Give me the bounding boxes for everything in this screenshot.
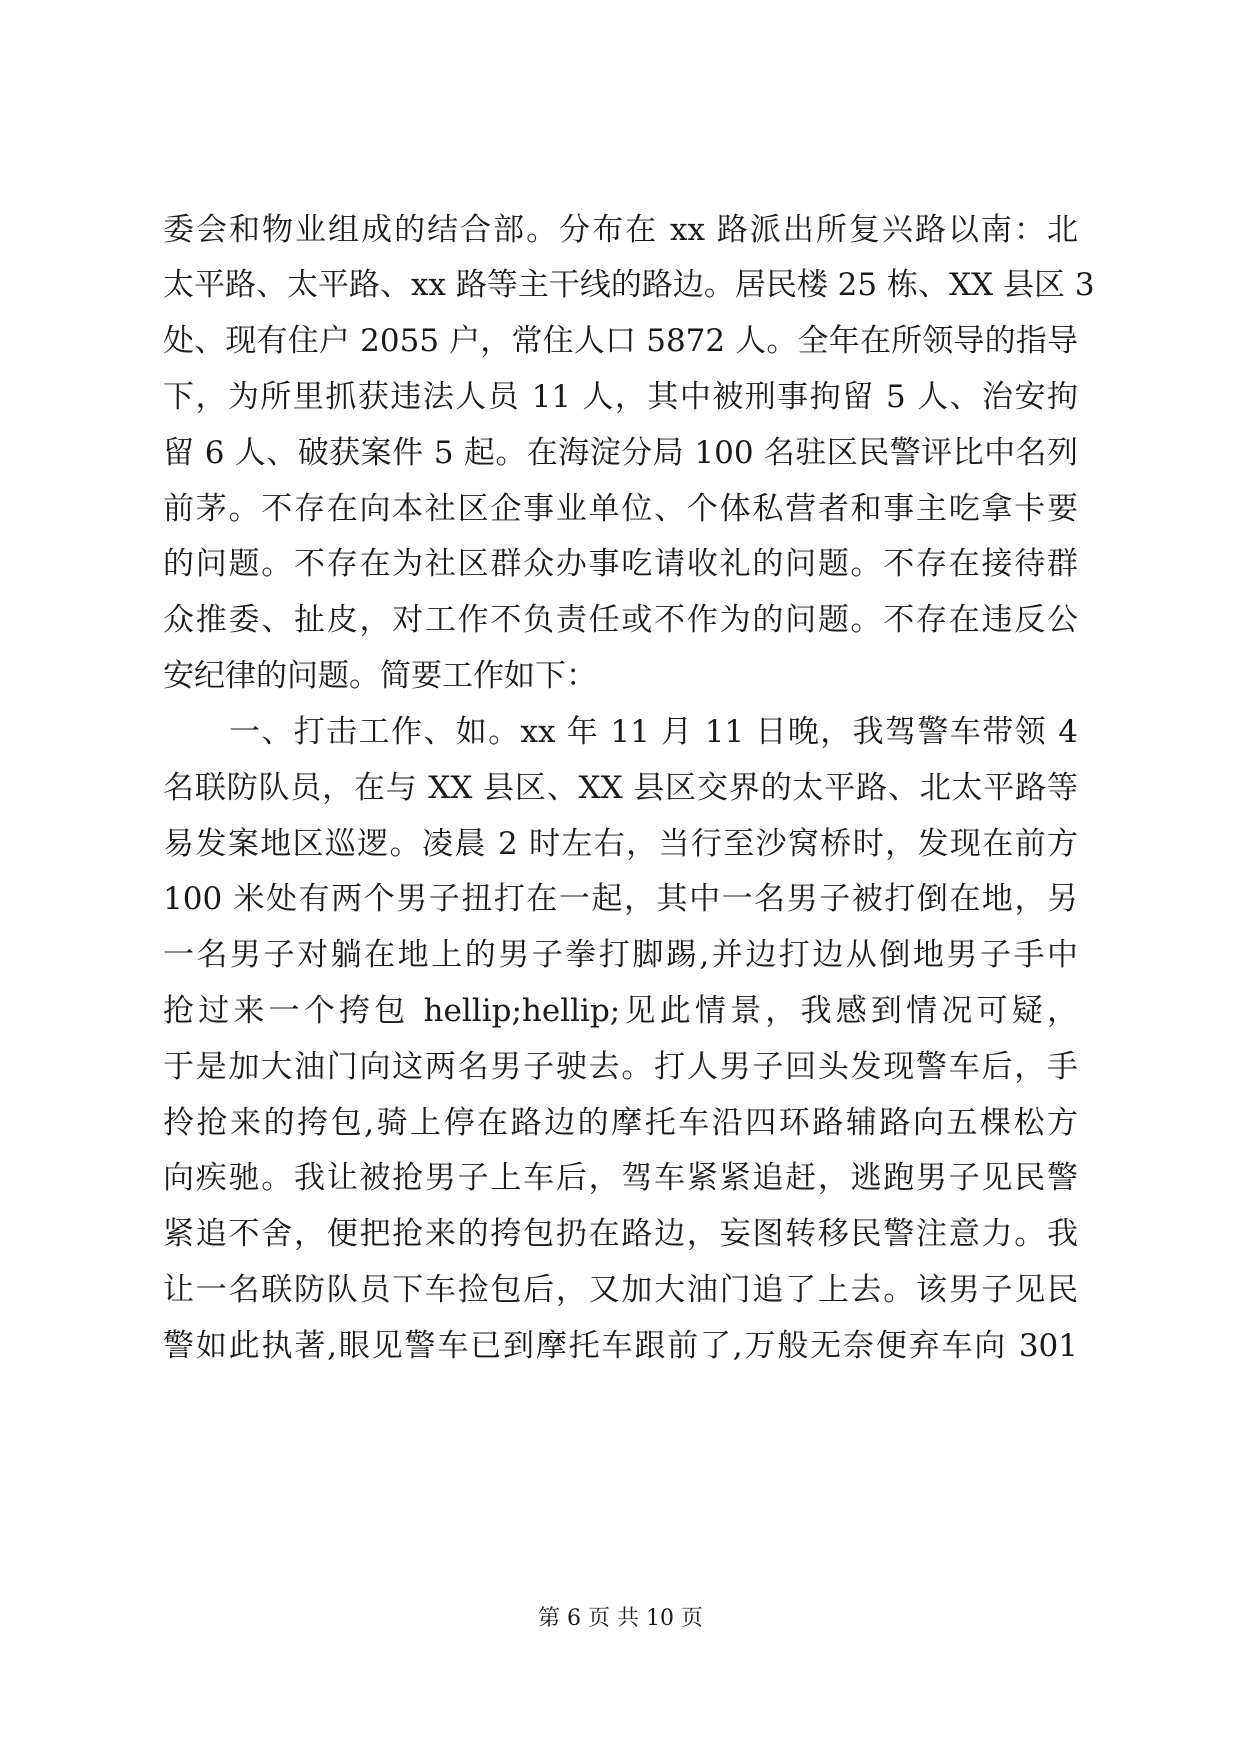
text-line: 下，为所里抓获违法人员 11 人，其中被刑事拘留 5 人、治安拘 [163, 379, 1078, 415]
text-line: 易发案地区巡逻。凌晨 2 时左右，当行至沙窝桥时，发现在前方 [163, 826, 1078, 862]
text-line: 警如此执著,眼见警车已到摩托车跟前了,万般无奈便弃车向 301 [163, 1328, 1078, 1364]
paragraph-first-line: 一、打击工作、如。xx 年 11 月 11 日晚，我驾警车带领 4 [229, 714, 1078, 750]
text-line: 太平路、太平路、xx 路等主干线的路边。居民楼 25 栋、XX 县区 3 [163, 267, 1095, 303]
text-line: 让一名联防队员下车捡包后，又加大油门追了上去。该男子见民 [163, 1272, 1078, 1308]
text-line: 前茅。不存在向本社区企事业单位、个体私营者和事主吃拿卡要 [163, 491, 1078, 527]
text-line: 向疾驰。我让被抢男子上车后，驾车紧紧追赶，逃跑男子见民警 [163, 1160, 1078, 1196]
text-line: 安纪律的问题。简要工作如下： [163, 658, 597, 694]
text-line: 众推委、扯皮，对工作不负责任或不作为的问题。不存在违反公 [163, 602, 1078, 638]
text-line: 名联防队员，在与 XX 县区、XX 县区交界的太平路、北太平路等 [163, 770, 1078, 806]
text-line: 100 米处有两个男子扭打在一起，其中一名男子被打倒在地，另 [163, 881, 1078, 917]
text-line: 紧追不舍，便把抢来的挎包扔在路边，妄图转移民警注意力。我 [163, 1216, 1078, 1252]
text-line: 于是加大油门向这两名男子驶去。打人男子回头发现警车后，手 [163, 1049, 1078, 1085]
text-line: 抢过来一个挎包 hellip;hellip;见此情景，我感到情况可疑， [163, 993, 1078, 1029]
text-line: 处、现有住户 2055 户，常住人口 5872 人。全年在所领导的指导 [163, 323, 1078, 359]
text-line: 委会和物业组成的结合部。分布在 xx 路派出所复兴路以南：北 [163, 212, 1078, 248]
page-number-footer: 第 6 页 共 10 页 [538, 1606, 703, 1631]
text-line: 一名男子对躺在地上的男子拳打脚踢,并边打边从倒地男子手中 [163, 937, 1078, 973]
text-line: 拎抢来的挎包,骑上停在路边的摩托车沿四环路辅路向五棵松方 [163, 1105, 1078, 1141]
text-line: 的问题。不存在为社区群众办事吃请收礼的问题。不存在接待群 [163, 546, 1078, 582]
text-line: 留 6 人、破获案件 5 起。在海淀分局 100 名驻区民警评比中名列 [163, 435, 1078, 471]
